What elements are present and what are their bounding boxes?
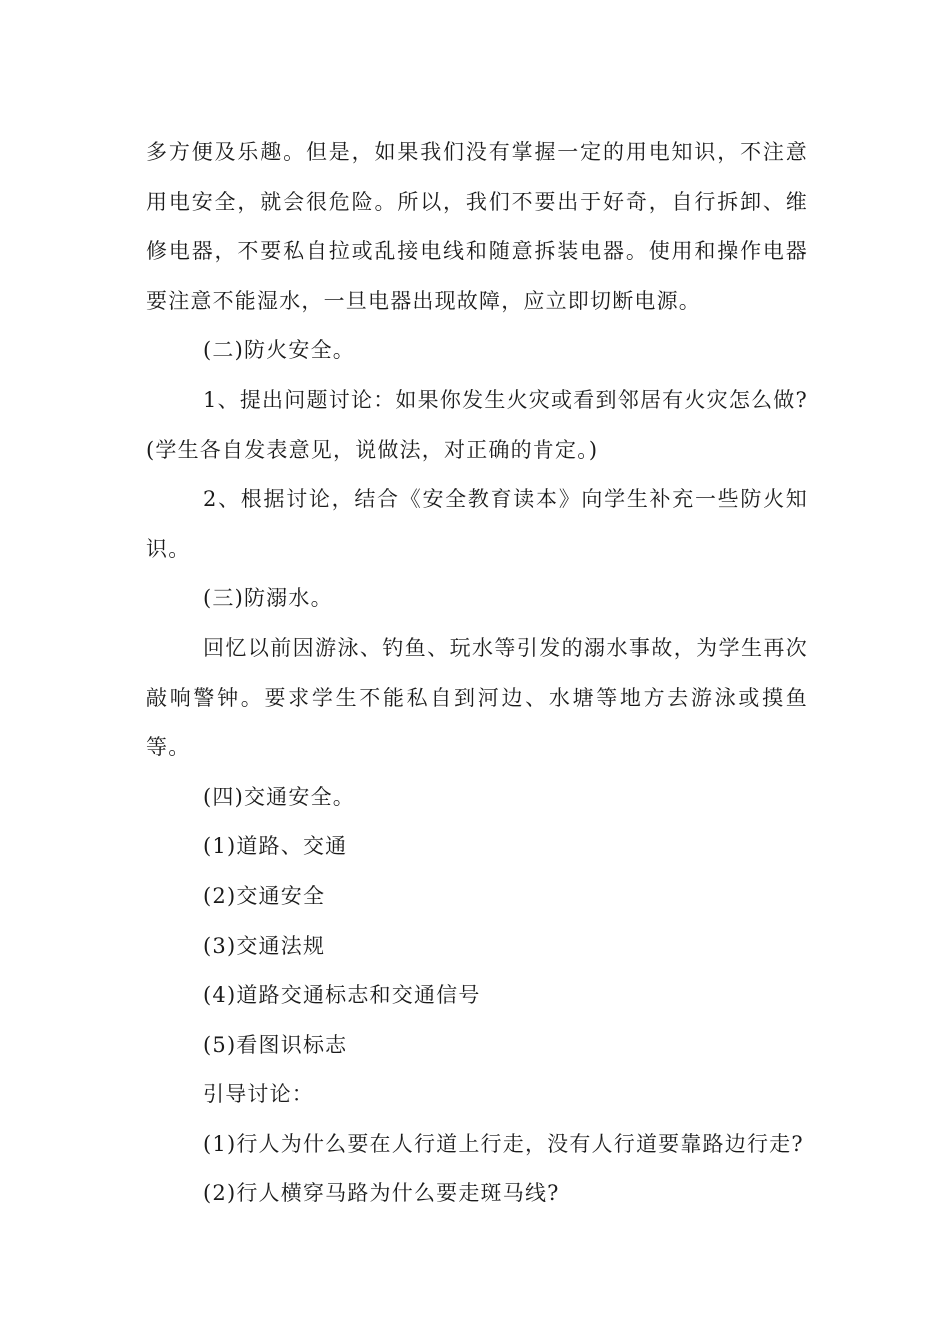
paragraph-drowning-warning: 回忆以前因游泳、钓鱼、玩水等引发的溺水事故，为学生再次敲响警钟。要求学生不能私自到河边、水塘等地方去游泳或摸鱼等。	[146, 635, 808, 760]
list-item-traffic-rules: (3)交通法规	[203, 933, 326, 958]
heading-drowning-prevention: (三)防溺水。	[203, 586, 333, 611]
list-item-traffic-signs: (4)道路交通标志和交通信号	[203, 983, 481, 1008]
document-body	[146, 128, 808, 1219]
list-item-traffic-safety: (2)交通安全	[203, 883, 326, 908]
paragraph-electric-safety: 多方便及乐趣。但是，如果我们没有掌握一定的用电知识，不注意用电安全，就会很危险。所以，我们不要出于好奇，自行拆卸、维修电器，不要私自拉或乱接电线和随意拆装电器。使用和操作电器要注意不能湿水，一旦电器出现故障，应立即切断电源。	[146, 140, 808, 313]
list-item-roads-traffic: (1)道路、交通	[203, 834, 348, 859]
list-item-sign-recognition: (5)看图识标志	[203, 1032, 348, 1057]
paragraph-fire-knowledge: 2、根据讨论，结合《安全教育读本》向学生补充一些防火知识。	[146, 487, 808, 561]
heading-traffic-safety: (四)交通安全。	[203, 784, 355, 809]
paragraph-fire-discussion: 1、提出问题讨论：如果你发生火灾或看到邻居有火灾怎么做?(学生各自发表意见，说做法，对正确的肯定。)	[146, 387, 808, 462]
heading-fire-safety: (二)防火安全。	[203, 338, 355, 363]
question-crosswalk: (2)行人横穿马路为什么要走斑马线?	[203, 1181, 560, 1206]
question-sidewalk: (1)行人为什么要在人行道上行走，没有人行道要靠路边行走?	[203, 1131, 804, 1156]
heading-guided-discussion: 引导讨论：	[203, 1082, 314, 1107]
